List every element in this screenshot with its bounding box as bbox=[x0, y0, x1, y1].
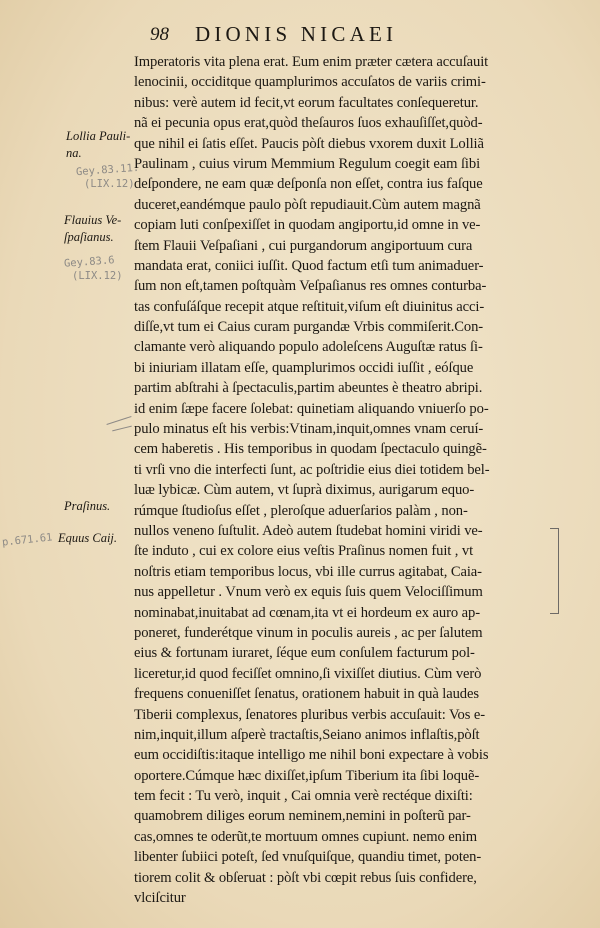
pencil-mark bbox=[112, 426, 132, 432]
text-line: vlciſcitur bbox=[134, 890, 186, 907]
text-line: nominabat,inuitabat ad cœnam,ita vt ei hordeum ex auro ap- bbox=[134, 604, 480, 621]
text-line: cas,omnes te oderũt,te mortuum omnes cupiunt. nemo enim bbox=[134, 828, 478, 845]
pencil-bracket bbox=[550, 528, 559, 614]
pencil-annotation: (LIX.12) bbox=[72, 270, 123, 282]
text-line: nibus: verè autem id fecit,vt eorum facultates conſequeretur. bbox=[134, 94, 479, 111]
text-line: diſſe,vt tum ei Caius curam purgandæ Vrbis commiſerit.Con- bbox=[134, 319, 484, 336]
text-line: ſum non eſt,tamen poſtquàm Veſpaſianus res omnes conturba- bbox=[134, 278, 487, 295]
text-line: ſte induto , cui ex colore eius veſtis Praſinus nomen fuit , vt bbox=[134, 543, 474, 560]
text-line: Paulinam , cuius virum Memmium Regulum coegit eam ſibi bbox=[134, 155, 481, 172]
margin-note-line: Flauius Ve- bbox=[64, 213, 122, 227]
pencil-annotation: Gey.83.11. bbox=[75, 161, 140, 179]
text-line: id enim ſæpe facere ſolebat: quinetiam aliquando vniuerſo po- bbox=[134, 400, 489, 417]
margin-note-prasinus: Praſinus. bbox=[64, 499, 111, 513]
text-line: copiam luti conſpexiſſet in quodam angiportu,id omne in ve- bbox=[134, 217, 481, 234]
text-line: frequens conueniſſet ſenatus, orationem habuit in quà laudes bbox=[134, 686, 479, 703]
text-line: libenter ſubiici poteſt, ſed vnuſquiſque, quandiu timet, poten- bbox=[134, 849, 482, 866]
text-line: lenocinii, occiditque quamplurimos accuſatos de variis crimi- bbox=[134, 74, 486, 91]
text-line: luæ lybicæ. Cùm autem, vt ſuprà diximus, aurigarum equo- bbox=[134, 482, 475, 499]
text-line: bi iniuriam illatam eſſe, quamplurimos occidi iuſſit , eóſque bbox=[134, 359, 474, 376]
text-line: nã ei pecunia opus erat,quòd theſauros ſuos exhauſiſſet,quòd- bbox=[134, 115, 483, 132]
text-line: duceret,eandémque paulo pòſt repudiauit.Cùm autem magnã bbox=[134, 196, 481, 213]
text-line: que nihil ei ſatis eſſet. Paucis pòſt diebus vxorem duxit Lolliã bbox=[134, 135, 484, 152]
text-line: Tiberii complexus, ſenatores pluribus verbis accuſauit: Vos e- bbox=[134, 706, 486, 723]
text-line: partim abſtrahi à ſpectaculis,partim abeuntes è theatro abripi. bbox=[134, 380, 483, 397]
text-line: nim,inquit,illum aſperè tractaſtis,Seiano animos inflaſtis,pòſt bbox=[134, 726, 480, 743]
pencil-annotation: p.671.61 bbox=[1, 531, 54, 549]
text-line: poneret, funderétque vinum in poculis aureis , ac per ſalutem bbox=[134, 624, 483, 641]
text-line: nus appelletur . Vnum verò ex equis ſuis quem Velociſſimum bbox=[134, 584, 483, 601]
text-line: cem haberetis . His temporibus in quodam ſpectaculo quingẽ- bbox=[134, 441, 487, 458]
margin-note-line: Lollia Pauli- bbox=[66, 129, 131, 143]
text-line: tas confuſáſque recepit atque reſtituit,viſum eſt diuinitus acci- bbox=[134, 298, 485, 315]
margin-note-equus: Equus Caij. bbox=[58, 531, 118, 545]
page-header bbox=[150, 20, 550, 50]
text-line: nullos veneno ſuſtulit. Adeò autem ſtudebat homini viridi ve- bbox=[134, 522, 483, 539]
text-line: noſtris etiam temporibus locus, vbi ille currus agitabat, Caia- bbox=[134, 563, 482, 580]
text-line: ti vrſi vno die interfecti ſunt, ac poſtridie eius diei totidem bel- bbox=[134, 461, 490, 478]
pencil-annotation: (LIX.12) bbox=[84, 178, 135, 190]
text-line: eius & fortunam iuraret, ſéque eum conſulem facturum pol- bbox=[134, 645, 475, 662]
text-line: deſpondere, ne eam quæ deſponſa non eſſet, contra ius faſque bbox=[134, 176, 483, 193]
margin-note-lollia bbox=[66, 128, 130, 162]
body-text bbox=[134, 52, 556, 908]
margin-note-line: ſpaſianus. bbox=[64, 230, 114, 244]
text-line: mandata erat, coniici iuſſit. Quod factum etſi tum animaduer- bbox=[134, 257, 484, 274]
margin-note-flauius bbox=[64, 212, 121, 246]
text-line: Imperatoris vita plena erat. Eum enim præter cætera accuſauit bbox=[134, 54, 489, 70]
text-line: quamobrem diliges eorum neminem,nemini in poſterũ par- bbox=[134, 808, 471, 825]
text-line: tem fecit : Tu verò, inquit , Cai omnia verè rectéque dixiſti: bbox=[134, 788, 473, 805]
text-line: tiorem colit & obſeruat : pòſt vbi cœpit rebus ſuis confidere, bbox=[134, 869, 477, 886]
text-line: liceretur,id quod feciſſet omnino,ſi vixiſſet diutius. Cùm verò bbox=[134, 665, 482, 682]
text-line: pulo minatus eſt his verbis:Vtinam,inquit,omnes vnam ceruí- bbox=[134, 421, 484, 438]
running-title: DIONIS NICAEI bbox=[195, 22, 398, 46]
text-line: ſtem Flauii Veſpaſiani , cui purgandorum angiportuum cura bbox=[134, 237, 473, 254]
pencil-mark bbox=[106, 416, 131, 425]
margin-note-line: na. bbox=[66, 146, 82, 160]
pencil-annotation: Gey.83.6 bbox=[63, 254, 115, 270]
text-line: oportere.Cúmque hæc dixiſſet,ipſum Tiberium ita ſibi loquẽ- bbox=[134, 767, 480, 784]
text-line: rúmque ſtudioſus eſſet , pleroſque aduerſarios palàm , non- bbox=[134, 502, 468, 519]
text-line: clamante verò aliquando populo adoleſcens Auguſtæ ratus ſi- bbox=[134, 339, 483, 356]
text-line: eum occidiſtis:itaque intelligo me nihil boni expectare à vobis bbox=[134, 747, 489, 764]
page-number: 98 bbox=[150, 24, 169, 45]
